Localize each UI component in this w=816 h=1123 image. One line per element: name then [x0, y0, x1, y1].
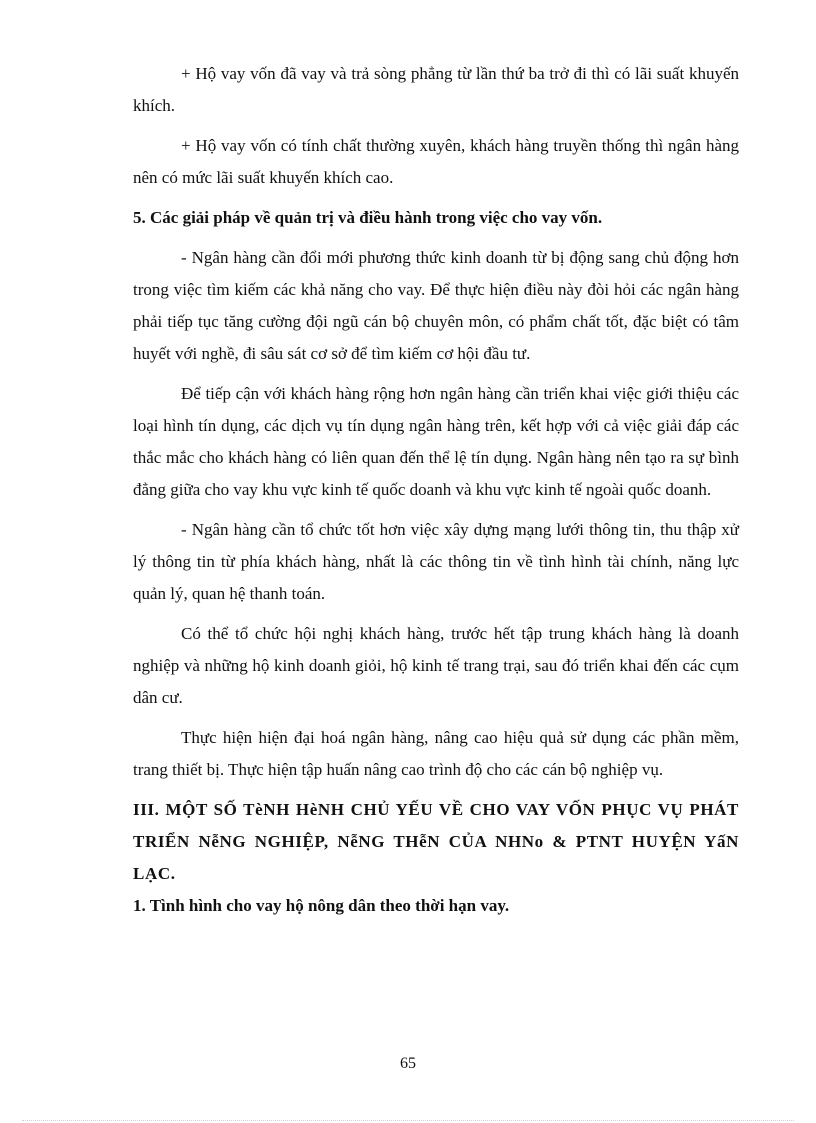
chapter-heading-III: III. MỘT SỐ TèNH HèNH CHỦ YẾU VỀ CHO VAY VỐN PHỤC VỤ PHÁT TRIỂN NễNG NGHIỆP, NễNG THễN CỦA NHNo & PTNT HUYỆN YấN LẠC.	[133, 800, 739, 883]
paragraph-regular-customers: + Hộ vay vốn có tính chất thường xuyên, khách hàng truyền thống thì ngân hàng nên có mức lãi suất khuyến khích cao.	[133, 136, 739, 187]
section-heading-5: 5. Các giải pháp về quản trị và điều hành trong việc cho vay vốn.	[133, 208, 603, 227]
section-heading-1: 1. Tình hình cho vay hộ nông dân theo thời hạn vay.	[133, 896, 510, 915]
paragraph-information-network: - Ngân hàng cần tổ chức tốt hơn việc xây dựng mạng lưới thông tin, thu thập xử lý thông tin từ phía khách hàng, nhất là các thông tin về tình hình tài chính, năng lực quản lý, quan hệ thanh toán.	[133, 520, 739, 603]
page-content	[133, 58, 739, 1058]
paragraph-business-methods: - Ngân hàng cần đổi mới phương thức kinh doanh từ bị động sang chủ động hơn trong việc tìm kiếm các khả năng cho vay. Để thực hiện điều này đòi hỏi các ngân hàng phải tiếp tục tăng cường đội ngũ cán bộ chuyên môn, có phẩm chất tốt, đặc biệt có tâm huyết với nghề, đi sâu sát cơ sở để tìm kiếm cơ hội đầu tư.	[133, 248, 739, 363]
paragraph-customer-outreach: Để tiếp cận với khách hàng rộng hơn ngân hàng cần triển khai việc giới thiệu các loại hình tín dụng, các dịch vụ tín dụng ngân hàng trên, kết hợp với cả việc giải đáp các thắc mắc cho khách hàng có liên quan đến thể lệ tín dụng. Ngân hàng nên tạo ra sự bình đẳng giữa cho vay khu vực kinh tế quốc doanh và khu vực kinh tế ngoài quốc doanh.	[133, 384, 739, 499]
page-bottom-divider	[22, 1120, 794, 1121]
paragraph-loan-repayment-incentive: + Hộ vay vốn đã vay và trả sòng phẳng từ lần thứ ba trở đi thì có lãi suất khuyến khích.	[133, 64, 739, 115]
page-number: 65	[400, 1055, 416, 1072]
paragraph-customer-conference: Có thể tổ chức hội nghị khách hàng, trước hết tập trung khách hàng là doanh nghiệp và những hộ kinh doanh giỏi, hộ kinh tế trang trại, sau đó triển khai đến các cụm dân cư.	[133, 624, 739, 707]
paragraph-modernization: Thực hiện hiện đại hoá ngân hàng, nâng cao hiệu quả sử dụng các phần mềm, trang thiết bị. Thực hiện tập huấn nâng cao trình độ cho các cán bộ nghiệp vụ.	[133, 728, 739, 779]
